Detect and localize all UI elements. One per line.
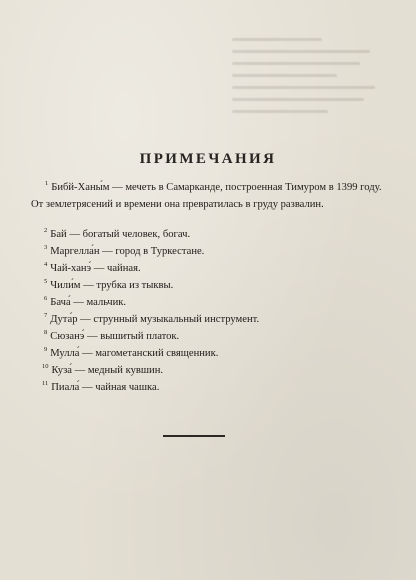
note-number: 9 — [44, 346, 48, 354]
note-8 — [44, 329, 396, 344]
note-6 — [44, 295, 396, 310]
note-number: 3 — [44, 244, 48, 252]
note-1 — [31, 179, 383, 213]
note-5 — [44, 278, 396, 293]
note-text: Мулла́ — магометанский священник. — [50, 348, 219, 359]
note-text: Дута́р — струнный музыкальный инструмент. — [50, 314, 260, 325]
bleed-through-text — [232, 38, 382, 148]
note-text: Сюзанэ́ — вышитый платок. — [50, 331, 180, 342]
note-text: Бибй-Ханы́м — мечеть в Самарканде, построенная Тимуром в 1399 году. От землетрясений и времени она превратилась в груду развалин. — [31, 182, 382, 210]
note-3 — [44, 244, 396, 259]
note-9 — [44, 346, 396, 361]
note-4 — [44, 261, 396, 276]
note-text: Маргелла́н — город в Туркестане. — [50, 246, 205, 257]
note-number: 5 — [44, 278, 48, 286]
note-text: Чай-ханэ́ — чайная. — [50, 263, 141, 274]
note-number: 10 — [42, 363, 49, 371]
note-text: Бай — богатый человек, богач. — [50, 229, 191, 240]
note-text: Чили́м — трубка из тыквы. — [50, 280, 174, 291]
page-title: ПРИМЕЧАНИЯ — [139, 151, 277, 167]
note-number: 2 — [44, 227, 48, 235]
note-11 — [42, 380, 394, 395]
note-number: 1 — [45, 180, 49, 188]
note-2 — [44, 227, 396, 242]
note-number: 8 — [44, 329, 48, 337]
note-7 — [44, 312, 396, 327]
note-text: Пиала́ — чайная чашка. — [51, 382, 160, 393]
end-rule — [163, 435, 225, 437]
note-10 — [42, 363, 394, 378]
note-text: Бача́ — мальчик. — [50, 297, 127, 308]
note-number: 6 — [44, 295, 48, 303]
note-text: Куза́ — медный кувшин. — [51, 365, 164, 376]
note-number: 4 — [44, 261, 48, 269]
note-number: 11 — [42, 380, 49, 388]
note-number: 7 — [44, 312, 48, 320]
